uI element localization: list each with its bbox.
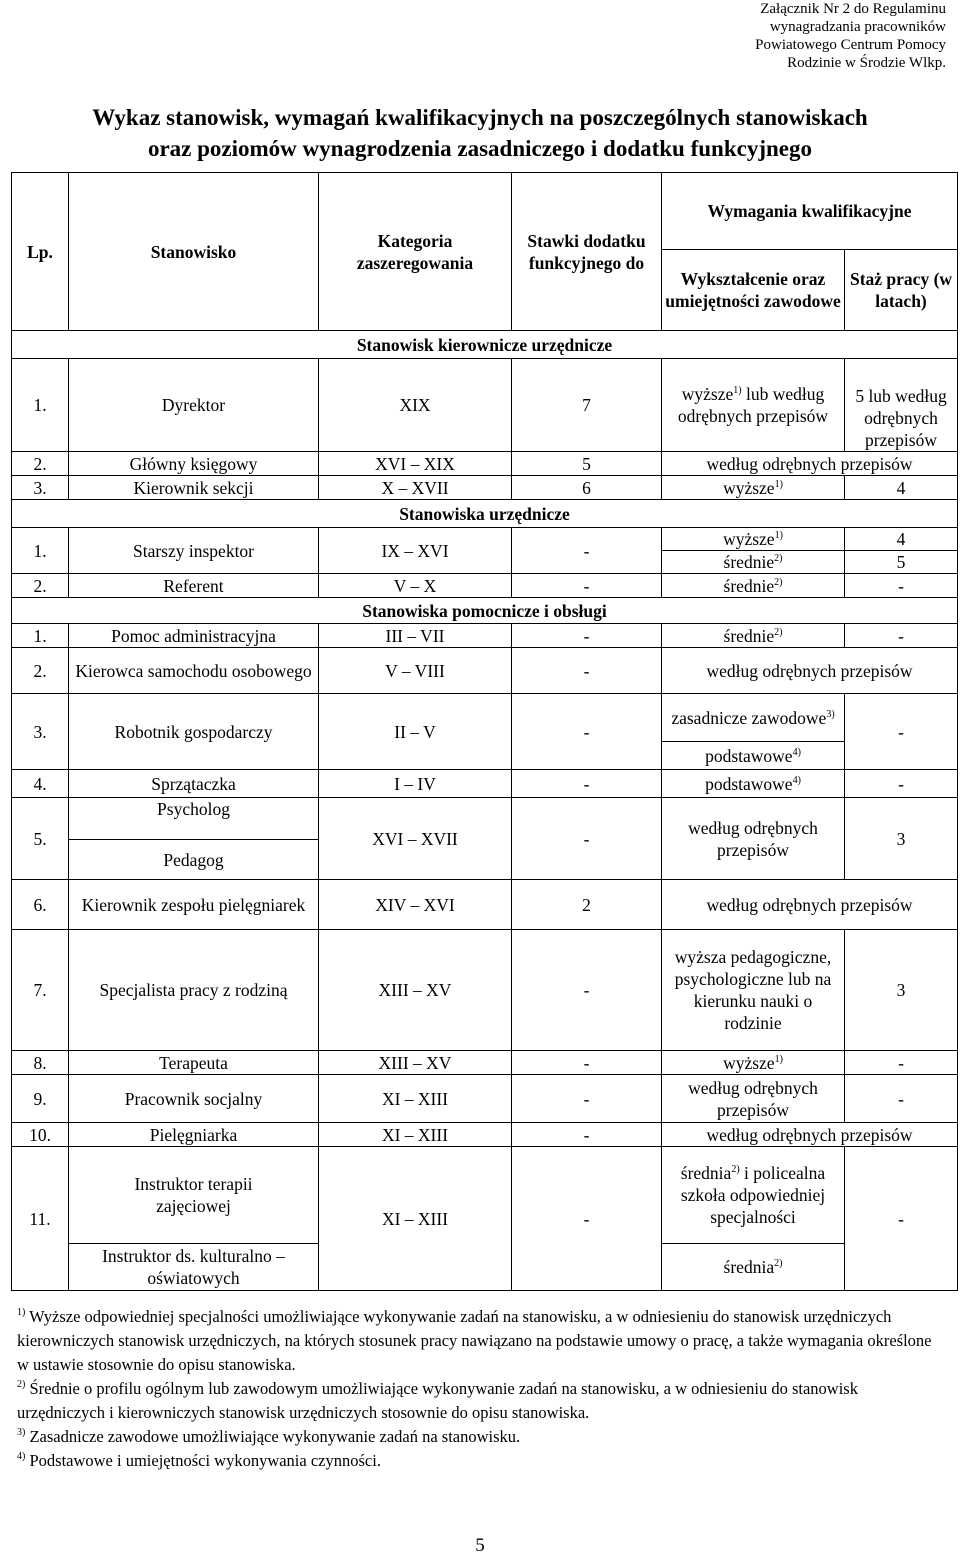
row-wyksztalcenie	[662, 624, 845, 648]
footnote-ref: 4)	[792, 774, 801, 786]
row-wyksztalcenie: wyższa pedagogiczne, psychologiczne lub na kierunku nauki o rodzinie	[662, 930, 845, 1051]
row-kategoria: XIII – XV	[319, 930, 512, 1051]
row-wyksztalcenie: według odrębnych przepisów	[662, 1123, 958, 1147]
section-row	[12, 500, 958, 528]
footnote-text: Zasadnicze zawodowe umożliwiające wykonywanie zadań na stanowisku.	[25, 1427, 521, 1446]
row-staz: 5	[845, 551, 958, 574]
text: średnie	[723, 625, 775, 646]
row-wyksztalcenie: według odrębnych przepisów	[662, 452, 958, 476]
row-staz: 3	[845, 798, 958, 880]
row-name: Instruktor ds. kulturalno – oświatowych	[69, 1244, 319, 1291]
table-row	[12, 476, 958, 500]
header-wymagania: Wymagania kwalifikacyjne	[662, 173, 958, 250]
row-lp: 3.	[12, 476, 69, 500]
row-stawka: -	[512, 648, 662, 694]
table-row	[12, 880, 958, 930]
row-name: Instruktor terapii zajęciowej	[69, 1147, 319, 1244]
footnote-ref: 4)	[792, 746, 801, 758]
header-kategoria: Kategoria zaszeregowania	[319, 173, 512, 331]
text: lub według odrębnych przepisów	[677, 384, 829, 426]
row-name: Sprzątaczka	[69, 770, 319, 798]
row-stawka: -	[512, 1051, 662, 1075]
row-stawka: -	[512, 694, 662, 770]
row-name: Pielęgniarka	[69, 1123, 319, 1147]
text: zasadnicze zawodowe	[671, 707, 827, 728]
row-stawka: -	[512, 1123, 662, 1147]
row-kategoria: XIII – XV	[319, 1051, 512, 1075]
row-wyksztalcenie	[662, 1244, 845, 1291]
row-kategoria: XVI – XVII	[319, 798, 512, 880]
row-staz: -	[845, 770, 958, 798]
table-row	[12, 1051, 958, 1075]
row-kategoria: XI – XIII	[319, 1075, 512, 1123]
row-wyksztalcenie	[662, 1051, 845, 1075]
footnote-mark: 4)	[17, 1451, 26, 1462]
row-staz: -	[845, 1147, 958, 1291]
row-wyksztalcenie	[662, 476, 845, 500]
row-staz: -	[845, 574, 958, 598]
header-stanowisko: Stanowisko	[69, 173, 319, 331]
row-wyksztalcenie: według odrębnych przepisów	[662, 798, 845, 880]
row-kategoria: XI – XIII	[319, 1147, 512, 1291]
footnote-ref: 3)	[826, 708, 835, 720]
row-kategoria: XIV – XVI	[319, 880, 512, 930]
row-name: Kierownik zespołu pielęgniarek	[69, 880, 319, 930]
footnote-ref: 1)	[774, 1053, 783, 1065]
row-stawka: -	[512, 770, 662, 798]
row-kategoria: IX – XVI	[319, 528, 512, 574]
row-wyksztalcenie: według odrębnych przepisów	[662, 648, 958, 694]
table-row	[12, 452, 958, 476]
row-stawka: -	[512, 1075, 662, 1123]
text: wyższe	[681, 384, 734, 404]
row-lp: 1.	[12, 528, 69, 574]
row-stawka: 6	[512, 476, 662, 500]
title-line: oraz poziomów wynagrodzenia zasadniczego i dodatku funkcyjnego	[147, 136, 813, 161]
row-kategoria: I – IV	[319, 770, 512, 798]
footnote	[17, 1449, 947, 1473]
row-staz: 5 lub według odrębnych przepisów	[845, 359, 958, 452]
footnote-ref: 1)	[774, 478, 783, 490]
row-kategoria: V – X	[319, 574, 512, 598]
table-row	[12, 1123, 958, 1147]
row-name: Specjalista pracy z rodziną	[69, 930, 319, 1051]
row-lp: 5.	[12, 798, 69, 880]
annex-line: Załącznik Nr 2 do Regulaminu	[760, 1, 946, 17]
row-name: Dyrektor	[69, 359, 319, 452]
footnote-text: Wyższe odpowiedniej specjalności umożliwiające wykonywanie zadań na stanowisku, a w odniesieniu do stanowisk urzędniczych kierowniczych stanowisk urzędniczych, na których stosunek pracy nawiązano na podstawie umowy o pracę, a także wymagania określone w ustawie stosownie do opisu stanowiska.	[17, 1307, 932, 1374]
row-name: Terapeuta	[69, 1051, 319, 1075]
row-staz: -	[845, 1075, 958, 1123]
section-row	[12, 598, 958, 624]
row-name: Kierownik sekcji	[69, 476, 319, 500]
text: średnie	[723, 552, 775, 572]
footnote-text: Średnie o profilu ogólnym lub zawodowym umożliwiające wykonywanie zadań na stanowisku, a w odniesieniu do stanowisk urzędniczych i kierowniczych stanowisk urzędniczych stosownie do opisu stanowiska.	[17, 1379, 858, 1422]
row-name: Kierowca samochodu osobowego	[69, 648, 319, 694]
row-wyksztalcenie	[662, 1147, 845, 1244]
row-kategoria: XVI – XIX	[319, 452, 512, 476]
section-title: Stanowiska pomocnicze i obsługi	[12, 598, 958, 624]
row-wyksztalcenie	[662, 574, 845, 598]
footnote	[17, 1305, 947, 1377]
row-lp: 2.	[12, 452, 69, 476]
title-line: Wykaz stanowisk, wymagań kwalifikacyjnych na poszczególnych stanowiskach	[92, 105, 868, 130]
row-stawka: -	[512, 528, 662, 574]
header-stawki: Stawki dodatku funkcyjnego do	[512, 173, 662, 331]
table-row	[12, 1075, 958, 1123]
row-name: Pracownik socjalny	[69, 1075, 319, 1123]
section-row	[12, 331, 958, 359]
table-row	[12, 694, 958, 742]
row-wyksztalcenie	[662, 770, 845, 798]
row-stawka: 5	[512, 452, 662, 476]
row-kategoria: II – V	[319, 694, 512, 770]
table-row	[12, 574, 958, 598]
row-name: Referent	[69, 574, 319, 598]
table-row	[12, 648, 958, 694]
row-wyksztalcenie: według odrębnych przepisów	[662, 1075, 845, 1123]
row-lp: 6.	[12, 880, 69, 930]
text: wyższe	[723, 1052, 775, 1073]
row-wyksztalcenie	[662, 694, 845, 742]
header-row	[12, 173, 958, 250]
row-lp: 8.	[12, 1051, 69, 1075]
row-wyksztalcenie	[662, 528, 845, 551]
text: podstawowe	[705, 745, 793, 766]
row-wyksztalcenie	[662, 551, 845, 574]
annex-line: Powiatowego Centrum Pomocy	[755, 37, 946, 53]
table-row	[12, 359, 958, 452]
row-staz: -	[845, 694, 958, 770]
row-kategoria: X – XVII	[319, 476, 512, 500]
row-staz: 4	[845, 476, 958, 500]
positions-table	[11, 172, 958, 1291]
row-lp: 7.	[12, 930, 69, 1051]
footnote-ref: 2)	[774, 576, 783, 588]
row-lp: 10.	[12, 1123, 69, 1147]
footnote-mark: 3)	[17, 1427, 26, 1438]
row-lp: 3.	[12, 694, 69, 770]
row-stawka: -	[512, 1147, 662, 1291]
row-lp: 1.	[12, 624, 69, 648]
row-staz: -	[845, 1051, 958, 1075]
text: średnia	[680, 1163, 732, 1183]
row-staz: 4	[845, 528, 958, 551]
table-row	[12, 1147, 958, 1244]
footnote-ref: 1)	[774, 530, 783, 541]
footnote-mark: 2)	[17, 1379, 26, 1390]
table-row	[12, 770, 958, 798]
text: i policealna szkoła odpowiedniej specjalności	[680, 1163, 826, 1227]
table-row	[12, 798, 958, 840]
row-name: Psycholog	[69, 798, 319, 840]
footnote-ref: 2)	[774, 626, 783, 638]
document-title	[0, 102, 960, 164]
row-name: Pomoc administracyjna	[69, 624, 319, 648]
row-staz: 3	[845, 930, 958, 1051]
annex-line: wynagradzania pracowników	[769, 19, 946, 35]
row-lp: 1.	[12, 359, 69, 452]
row-stawka: -	[512, 624, 662, 648]
header-lp: Lp.	[12, 173, 69, 331]
footnote-ref: 1)	[733, 385, 742, 396]
table-row	[12, 528, 958, 551]
row-wyksztalcenie	[662, 359, 845, 452]
text: wyższe	[723, 477, 775, 498]
footnote-ref: 2)	[774, 553, 783, 564]
row-stawka: -	[512, 930, 662, 1051]
section-title: Stanowisk kierownicze urzędnicze	[12, 331, 958, 359]
row-wyksztalcenie	[662, 742, 845, 770]
row-name: Pedagog	[69, 840, 319, 880]
row-wyksztalcenie: według odrębnych przepisów	[662, 880, 958, 930]
header-staz: Staż pracy (w latach)	[845, 250, 958, 331]
row-kategoria: III – VII	[319, 624, 512, 648]
footnote-ref: 2)	[731, 1164, 740, 1175]
row-kategoria: V – VIII	[319, 648, 512, 694]
footnote-mark: 1)	[17, 1307, 26, 1318]
row-stawka: 7	[512, 359, 662, 452]
row-name: Starszy inspektor	[69, 528, 319, 574]
row-stawka: 2	[512, 880, 662, 930]
row-stawka: -	[512, 798, 662, 880]
annex-line: Rodzinie w Środzie Wlkp.	[787, 55, 946, 71]
row-lp: 2.	[12, 574, 69, 598]
table-row	[12, 930, 958, 1051]
row-lp: 11.	[12, 1147, 69, 1291]
table-row	[12, 624, 958, 648]
footnote	[17, 1377, 947, 1425]
row-stawka: -	[512, 574, 662, 598]
text: średnie	[723, 575, 775, 596]
text: wyższe	[723, 529, 775, 549]
row-name: Robotnik gospodarczy	[69, 694, 319, 770]
footnote	[17, 1425, 947, 1449]
row-staz: -	[845, 624, 958, 648]
header-wyksztalcenie: Wykształcenie oraz umiejętności zawodowe	[662, 250, 845, 331]
row-lp: 9.	[12, 1075, 69, 1123]
row-lp: 2.	[12, 648, 69, 694]
annex-note	[686, 0, 946, 72]
row-kategoria: XI – XIII	[319, 1123, 512, 1147]
footnote-text: Podstawowe i umiejętności wykonywania czynności.	[25, 1451, 381, 1470]
row-lp: 4.	[12, 770, 69, 798]
text: średnia	[723, 1257, 775, 1277]
text: podstawowe	[705, 773, 793, 794]
section-title: Stanowiska urzędnicze	[12, 500, 958, 528]
page-number: 5	[475, 1535, 485, 1556]
footnote-ref: 2)	[774, 1258, 783, 1269]
row-kategoria: XIX	[319, 359, 512, 452]
footnotes	[17, 1305, 947, 1473]
row-name: Główny księgowy	[69, 452, 319, 476]
